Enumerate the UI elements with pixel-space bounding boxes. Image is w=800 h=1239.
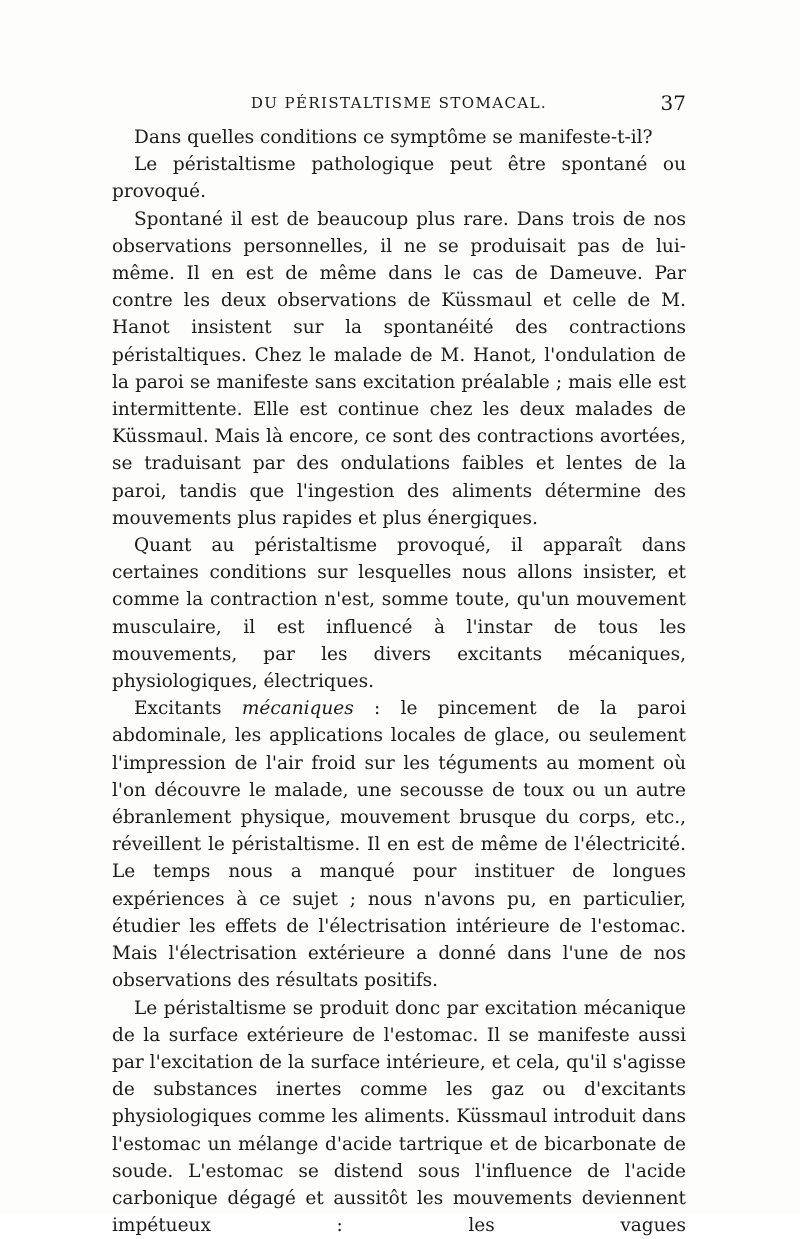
body-text: [112, 124, 686, 1239]
italic-term: mécaniques: [242, 698, 354, 719]
paragraph-rest: : le pincement de la paroi abdominale, les applications locales de glace, ou seulement l'impression de l'air froid sur les téguments au moment où l'on découvre le malade, une secousse de toux ou un autre ébranlement physique, mouvement brusque du corps, etc., réveillent le péristaltisme. Il en est de même de l'électricité. Le temps nous a manqué pour instituer de longues expériences à ce sujet ; nous n'avons pu, en particulier, étudier les effets de l'électrisation intérieure de l'estomac. Mais l'électrisation extérieure a donné dans l'une de nos observations des résultats positifs.: [112, 698, 686, 991]
page-header: [112, 94, 686, 120]
paragraph: Le péristaltisme pathologique peut être spontané ou provoqué.: [112, 151, 686, 205]
paragraph: Quant au péristaltisme provoqué, il apparaît dans certaines conditions sur lesquelles nous allons insister, et comme la contraction n'est, somme toute, qu'un mouvement musculaire, il est influencé à l'instar de tous les mouvements, par les divers excitants mécaniques, physiologiques, électriques.: [112, 532, 686, 695]
paragraph: Le péristaltisme se produit donc par excitation mécanique de la surface extérieure de l'estomac. Il se manifeste aussi par l'excitation de la surface intérieure, et cela, qu'il s'agisse de substances inertes comme les gaz ou d'excitants physiologiques comme les aliments. Küssmaul introduit dans l'estomac un mélange d'acide tartrique et de bicarbonate de soude. L'estomac se distend sous l'influence de l'acide carbonique dégagé et aussitôt les mouvements deviennent impétueux : les vagues: [112, 995, 686, 1239]
paragraph: [112, 695, 686, 994]
page-number: 37: [661, 91, 686, 115]
running-head: DU PÉRISTALTISME STOMACAL.: [112, 94, 686, 112]
paragraph-lead: Excitants: [134, 698, 242, 719]
paragraph: Dans quelles conditions ce symptôme se manifeste-t-il?: [112, 124, 686, 151]
paragraph: Spontané il est de beaucoup plus rare. Dans trois de nos observations personnelles, il ne se produisait pas de lui-même. Il en est de même dans le cas de Dameuve. Par contre les deux observations de Küssmaul et celle de M. Hanot insistent sur la spontanéité des contractions péristaltiques. Chez le malade de M. Hanot, l'ondulation de la paroi se manifeste sans excitation préalable ; mais elle est intermittente. Elle est continue chez les deux malades de Küssmaul. Mais là encore, ce sont des contractions avortées, se traduisant par des ondulations faibles et lentes de la paroi, tandis que l'ingestion des aliments détermine des mouvements plus rapides et plus énergiques.: [112, 206, 686, 532]
